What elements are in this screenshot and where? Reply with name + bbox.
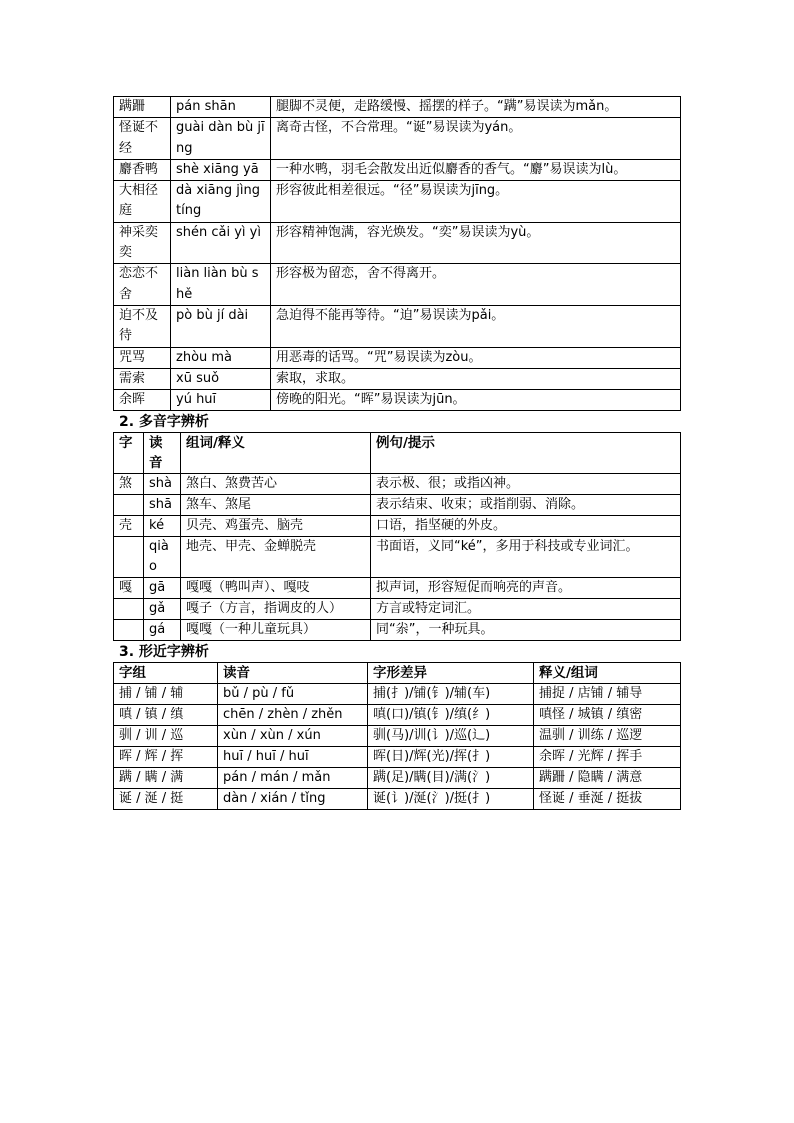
- cell-note: 表示结束、收束；或指削弱、消除。: [371, 495, 681, 516]
- cell-word: 大相径庭: [114, 181, 171, 223]
- cell-meaning: 用恶毒的话骂。“咒”易误读为zòu。: [271, 347, 681, 368]
- table-row: [114, 181, 681, 223]
- table-row: [114, 347, 681, 368]
- cell-char: [114, 599, 144, 620]
- cell-meaning: 傍晚的阳光。“晖”易误读为jūn。: [271, 390, 681, 411]
- cell-pinyin: yú huī: [171, 390, 271, 411]
- table-row: [114, 620, 681, 641]
- table-row: [114, 118, 681, 160]
- table-row: [114, 599, 681, 620]
- cell-meaning: 索取，求取。: [271, 368, 681, 389]
- cell-pinyin: guài dàn bù jīng: [171, 118, 271, 160]
- table-row: [114, 684, 681, 705]
- table-row: [114, 516, 681, 537]
- header-words: 释义/组词: [534, 663, 681, 684]
- header-diff: 字形差异: [368, 663, 534, 684]
- vocab-table-body: [114, 97, 681, 411]
- cell-pinyin: xū suǒ: [171, 368, 271, 389]
- cell-words: 贝壳、鸡蛋壳、脑壳: [181, 516, 371, 537]
- table-row: [114, 390, 681, 411]
- cell-reading: huī / huī / huī: [218, 747, 368, 768]
- cell-char: [114, 620, 144, 641]
- cell-word: 神采奕奕: [114, 222, 171, 264]
- header-reading: 读音: [144, 433, 181, 474]
- cell-word: 咒骂: [114, 347, 171, 368]
- similar-char-table: [113, 662, 681, 810]
- table-row: [114, 789, 681, 810]
- cell-meaning: 一种水鸭，羽毛会散发出近似麝香的香气。“麝”易误读为lù。: [271, 159, 681, 180]
- cell-pinyin: dà xiāng jìng tíng: [171, 181, 271, 223]
- cell-pinyin: shè xiāng yā: [171, 159, 271, 180]
- cell-meaning: 离奇古怪，不合常理。“诞”易误读为yán。: [271, 118, 681, 160]
- cell-reading: gā: [144, 578, 181, 599]
- table-row: [114, 768, 681, 789]
- cell-char: 煞: [114, 474, 144, 495]
- similar-char-table-body: [114, 684, 681, 810]
- table-row: [114, 474, 681, 495]
- table-row: [114, 159, 681, 180]
- cell-words: 蹒跚 / 隐瞒 / 满意: [534, 768, 681, 789]
- cell-words: 温驯 / 训练 / 巡逻: [534, 726, 681, 747]
- cell-words: 嘎嘎（鸭叫声）、嘎吱: [181, 578, 371, 599]
- cell-reading: ké: [144, 516, 181, 537]
- cell-note: 书面语，义同“ké”，多用于科技或专业词汇。: [371, 537, 681, 578]
- table-row: [114, 222, 681, 264]
- table-row: [114, 264, 681, 306]
- cell-words: 余晖 / 光辉 / 挥手: [534, 747, 681, 768]
- cell-meaning: 形容彼此相差很远。“径”易误读为jīng。: [271, 181, 681, 223]
- cell-words: 煞车、煞尾: [181, 495, 371, 516]
- cell-group: 嗔 / 镇 / 缜: [114, 705, 218, 726]
- cell-diff: 驯(马)/训(讠)/巡(辶): [368, 726, 534, 747]
- cell-words: 嗔怪 / 城镇 / 缜密: [534, 705, 681, 726]
- cell-pinyin: shén cǎi yì yì: [171, 222, 271, 264]
- cell-words: 嘎子（方言，指调皮的人）: [181, 599, 371, 620]
- table-row: [114, 578, 681, 599]
- cell-group: 捕 / 铺 / 辅: [114, 684, 218, 705]
- cell-words: 嘎嘎（一种儿童玩具）: [181, 620, 371, 641]
- cell-diff: 晖(日)/辉(光)/挥(扌): [368, 747, 534, 768]
- cell-reading: xùn / xùn / xún: [218, 726, 368, 747]
- cell-group: 诞 / 涎 / 挺: [114, 789, 218, 810]
- document-page: [113, 96, 681, 810]
- cell-words: 地壳、甲壳、金蝉脱壳: [181, 537, 371, 578]
- cell-char: 壳: [114, 516, 144, 537]
- polyphone-table: [113, 432, 681, 641]
- cell-char: [114, 495, 144, 516]
- table-row: [114, 537, 681, 578]
- table-row: [114, 97, 681, 118]
- cell-word: 怪诞不经: [114, 118, 171, 160]
- cell-word: 麝香鸭: [114, 159, 171, 180]
- table-row: [114, 495, 681, 516]
- header-reading: 读音: [218, 663, 368, 684]
- cell-word: 迫不及待: [114, 305, 171, 347]
- cell-diff: 捕(扌)/铺(钅)/辅(车): [368, 684, 534, 705]
- header-words: 组词/释义: [181, 433, 371, 474]
- cell-word: 蹒跚: [114, 97, 171, 118]
- cell-note: 表示极、很；或指凶神。: [371, 474, 681, 495]
- cell-reading: chēn / zhèn / zhěn: [218, 705, 368, 726]
- cell-reading: gǎ: [144, 599, 181, 620]
- cell-meaning: 形容极为留恋，舍不得离开。: [271, 264, 681, 306]
- cell-reading: gá: [144, 620, 181, 641]
- section-2-title: 2. 多音字辨析: [119, 414, 209, 431]
- cell-meaning: 急迫得不能再等待。“迫”易误读为pǎi。: [271, 305, 681, 347]
- cell-diff: 诞(讠)/涎(氵)/挺(扌): [368, 789, 534, 810]
- cell-diff: 蹒(足)/瞒(目)/满(氵): [368, 768, 534, 789]
- section-3-title: 3. 形近字辨析: [119, 644, 209, 661]
- vocab-table: [113, 96, 681, 411]
- cell-note: 同“尜”，一种玩具。: [371, 620, 681, 641]
- cell-note: 方言或特定词汇。: [371, 599, 681, 620]
- header-note: 例句/提示: [371, 433, 681, 474]
- cell-char: 嘎: [114, 578, 144, 599]
- cell-note: 拟声词，形容短促而响亮的声音。: [371, 578, 681, 599]
- cell-reading: shà: [144, 474, 181, 495]
- cell-reading: qiào: [144, 537, 181, 578]
- cell-note: 口语，指坚硬的外皮。: [371, 516, 681, 537]
- cell-meaning: 形容精神饱满，容光焕发。“奕”易误读为yù。: [271, 222, 681, 264]
- similar-header-row: [114, 663, 681, 684]
- cell-pinyin: liàn liàn bù shě: [171, 264, 271, 306]
- cell-diff: 嗔(口)/镇(钅)/缜(纟): [368, 705, 534, 726]
- cell-reading: shā: [144, 495, 181, 516]
- table-row: [114, 705, 681, 726]
- cell-reading: pán / mán / mǎn: [218, 768, 368, 789]
- polyphone-table-body: [114, 474, 681, 641]
- table-row: [114, 726, 681, 747]
- cell-word: 余晖: [114, 390, 171, 411]
- cell-pinyin: zhòu mà: [171, 347, 271, 368]
- cell-group: 晖 / 辉 / 挥: [114, 747, 218, 768]
- header-group: 字组: [114, 663, 218, 684]
- cell-word: 恋恋不舍: [114, 264, 171, 306]
- polyphone-header-row: [114, 433, 681, 474]
- table-row: [114, 368, 681, 389]
- table-row: [114, 305, 681, 347]
- cell-words: 煞白、煞费苦心: [181, 474, 371, 495]
- cell-meaning: 腿脚不灵便，走路缓慢、摇摆的样子。“蹒”易误读为mǎn。: [271, 97, 681, 118]
- cell-pinyin: pán shān: [171, 97, 271, 118]
- cell-words: 捕捉 / 店铺 / 辅导: [534, 684, 681, 705]
- cell-pinyin: pò bù jí dài: [171, 305, 271, 347]
- cell-words: 怪诞 / 垂涎 / 挺拔: [534, 789, 681, 810]
- cell-reading: dàn / xián / tǐng: [218, 789, 368, 810]
- header-char: 字: [114, 433, 144, 474]
- table-row: [114, 747, 681, 768]
- cell-word: 需索: [114, 368, 171, 389]
- cell-group: 蹒 / 瞒 / 满: [114, 768, 218, 789]
- cell-char: [114, 537, 144, 578]
- cell-group: 驯 / 训 / 巡: [114, 726, 218, 747]
- cell-reading: bǔ / pù / fǔ: [218, 684, 368, 705]
